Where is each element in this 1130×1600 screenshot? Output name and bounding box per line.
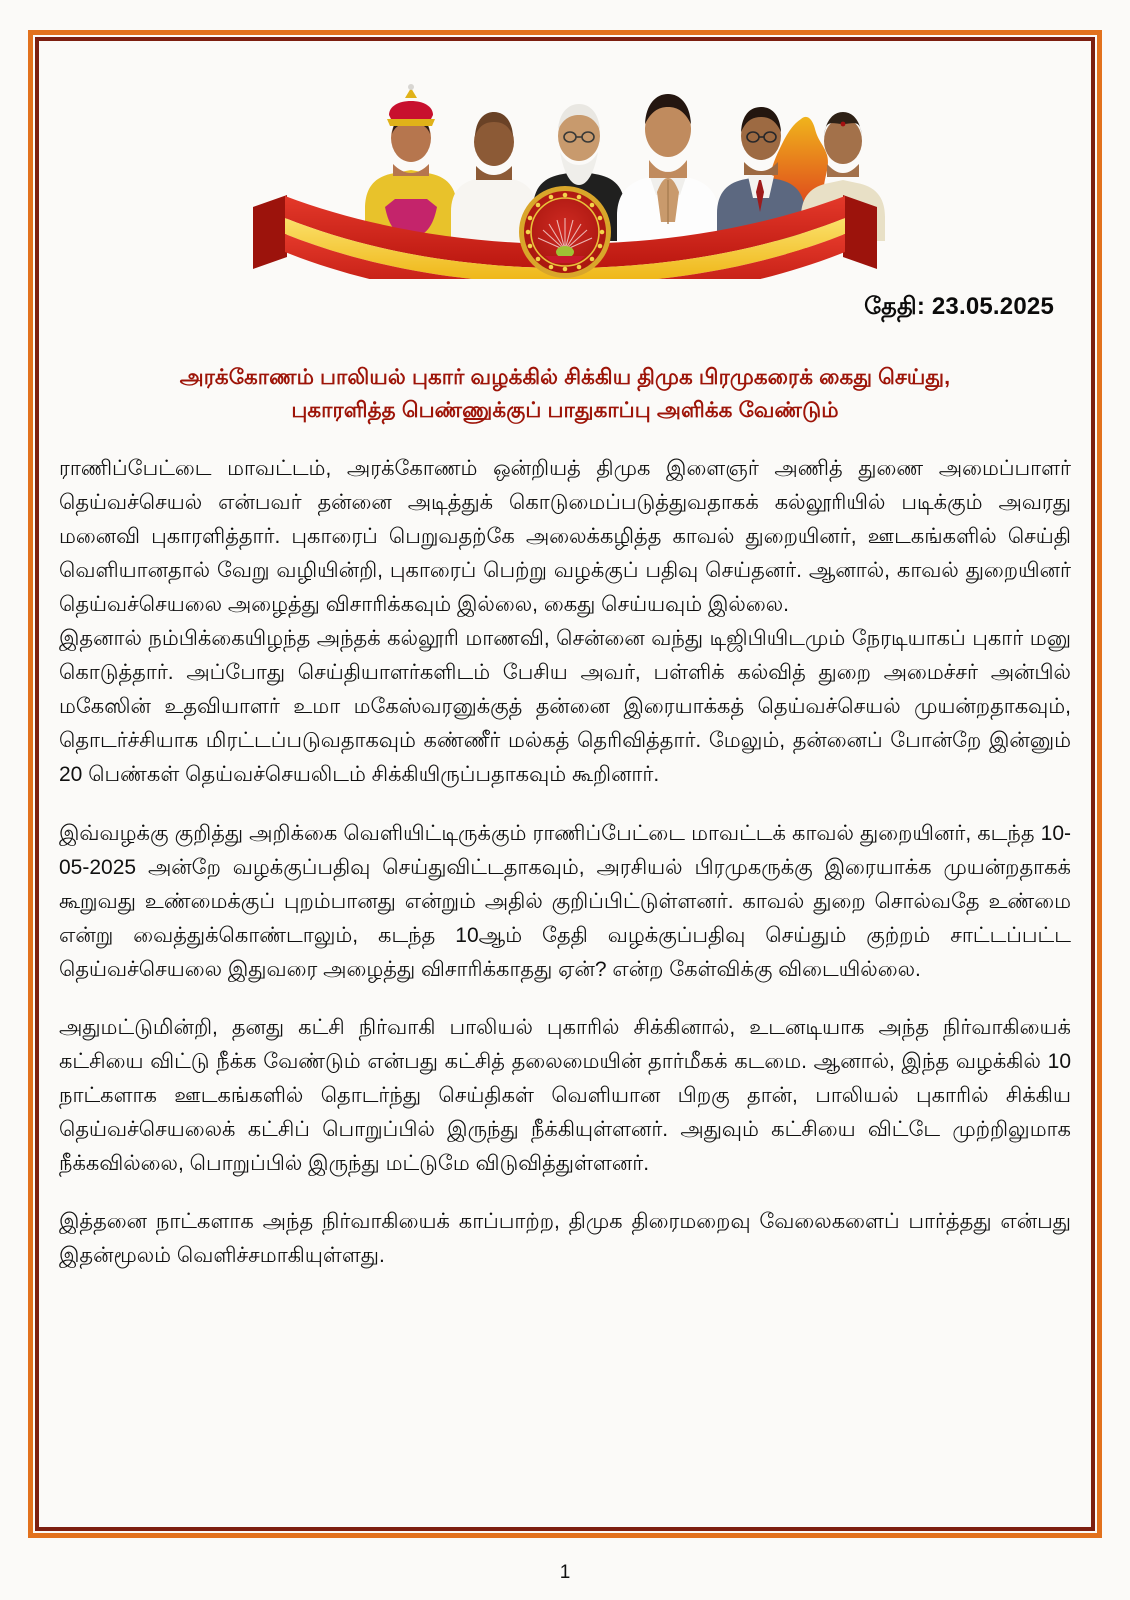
portrait-vijay — [617, 94, 719, 241]
date-line: தேதி: 23.05.2025 — [864, 293, 1054, 320]
paragraph-3: இவ்வழக்கு குறித்து அறிக்கை வெளியிட்டிருக்கும் ராணிப்பேட்டை மாவட்டக் காவல் துறையினர், கடந்த 10-05-2025 அன்றே வழக்குப்பதிவு செய்துவிட்டதாகவும், அரசியல் பிரமுகருக்கு இரையாக்க முயன்றதாகக் கூறுவது உண்மைக்குப் புறம்பானது என்றும் அதில் குறிப்பிட்டுள்ளனர். காவல் துறை சொல்வதே உண்மை என்று வைத்துக்கொண்டாலும், கடந்த 10ஆம் தேதி வழக்குப்பதிவு செய்தும் குற்றம் சாட்டப்பட்ட தெய்வச்செயலை இதுவரை அழைத்து விசாரிக்காதது ஏன்? என்ற கேள்விக்கு விடையில்லை. — [59, 821, 1071, 981]
page-title — [90, 361, 1040, 426]
body-text — [59, 452, 1071, 1272]
tvk-party-emblem — [519, 186, 611, 278]
paragraph-1: ராணிப்பேட்டை மாவட்டம், அரக்கோணம் ஒன்றியத் திமுக இளைஞர் அணித் துணை அமைப்பாளர் தெய்வச்செயல் என்பவர் தன்னை அடித்துக் கொடுமைப்படுத்துவதாகக் கல்லூரியில் படிக்கும் அவரது மனைவி புகாரளித்தார். புகாரைப் பெறுவதற்கே அலைக்கழித்த காவல் துறையினர், ஊடகங்களில் செய்தி வெளியானதால் வேறு வழியின்றி, புகாரைப் பெற்று வழக்குப் பதிவு செய்தனர். ஆனால், காவல் துறையினர் தெய்வச்செயலை அழைத்து விசாரிக்கவும் இல்லை, கைது செய்யவும் இல்லை. — [59, 457, 1071, 617]
portrait-velu-nachiyar — [365, 84, 457, 241]
paragraph-2: இதனால் நம்பிக்கையிழந்த அந்தக் கல்லூரி மாணவி, சென்னை வந்து டிஜிபியிடமும் நேரடியாகப் புகார் மனு கொடுத்தார். அப்போது செய்தியாளர்களிடம் பேசிய அவர், பள்ளிக் கல்வித் துறை அமைச்சர் அன்பில் மகேஸின் உதவியாளர் உமா மகேஸ்வரனுக்குத் தன்னை இரையாக்கத் தெய்வச்செயல் முயன்றதாகவும், தொடர்ச்சியாக மிரட்டப்படுவதாகவும் கண்ணீர் மல்கத் தெரிவித்தார். மேலும், தன்னைப் போன்றே இன்னும் 20 பெண்கள் தெய்வச்செயலிடம் சிக்கியிருப்பதாகவும் கூறினார். — [59, 627, 1071, 787]
page-number: 1 — [559, 1562, 571, 1583]
headline-line-1: அரக்கோணம் பாலியல் புகார் வழக்கில் சிக்கிய திமுக பிரமுகரைக் கைது செய்து, — [179, 365, 951, 389]
paragraph-4: அதுமட்டுமின்றி, தனது கட்சி நிர்வாகி பாலியல் புகாரில் சிக்கினால், உடனடியாக அந்த நிர்வாகியைக் கட்சியை விட்டு நீக்க வேண்டும் என்பது கட்சித் தலைமையின் தார்மீகக் கடமை. ஆனால், இந்த வழக்கில் 10 நாட்களாக ஊடகங்களில் தொடர்ந்து செய்திகள் வெளியான பிறகு தான், பாலியல் புகாரில் சிக்கிய தெய்வச்செயலைக் கட்சிப் பொறுப்பில் இருந்து நீக்கியுள்ளனர். அதுவும் கட்சியை விட்டே முற்றிலுமாக நீக்கவில்லை, பொறுப்பில் இருந்து மட்டுமே விடுவித்துள்ளனர். — [59, 1015, 1071, 1175]
paragraph-5: இத்தனை நாட்களாக அந்த நிர்வாகியைக் காப்பாற்ற, திமுக திரைமறைவு வேலைகளைப் பார்த்தது என்பது இதன்மூலம் வெளிச்சமாகியுள்ளது. — [59, 1209, 1071, 1267]
page-content — [56, 56, 1074, 1508]
letterhead-graphic — [245, 74, 885, 279]
headline-line-2: புகாரளித்த பெண்ணுக்குப் பாதுகாப்பு அளிக்க வேண்டும் — [291, 397, 839, 422]
